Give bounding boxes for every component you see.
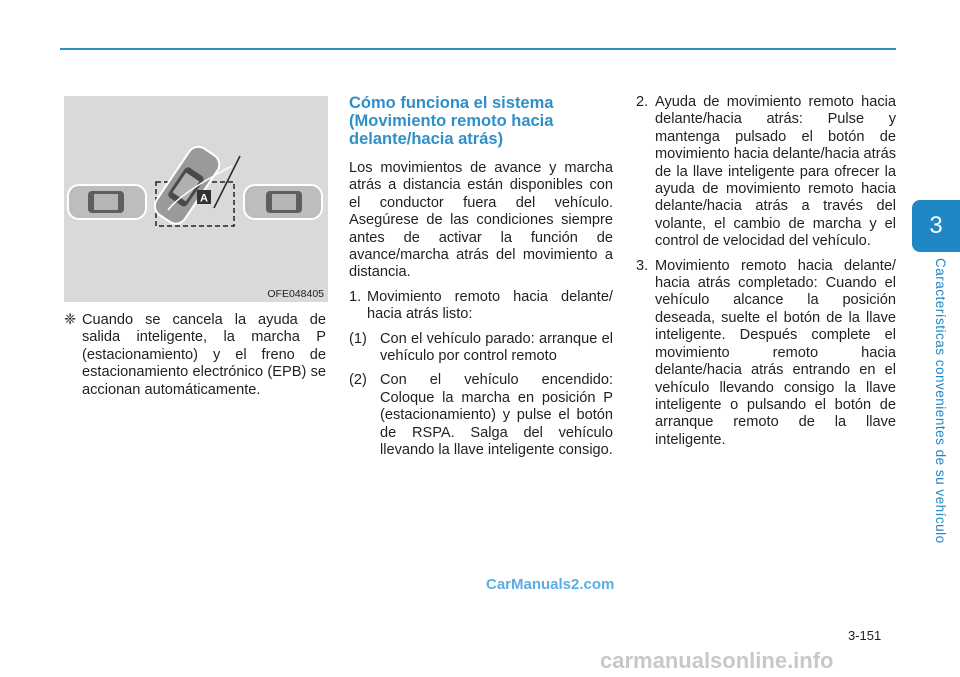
- substep-1-number: (1): [349, 330, 367, 347]
- chapter-tab[interactable]: [912, 200, 960, 252]
- header-rule: [60, 48, 896, 50]
- step-1: [349, 289, 613, 324]
- substep-2: [349, 372, 613, 459]
- moving-car-icon: [151, 143, 224, 228]
- right-column: [636, 94, 896, 456]
- note-text: Cuando se cancela la ayuda de salida inteligente, la marcha P (estacionamiento) y el freno de estacionamiento electrónico (EPB) se accionan automáticamente.: [82, 312, 326, 398]
- chapter-number: 3: [929, 212, 943, 239]
- watermark-carmanuals2[interactable]: CarManuals2.com: [486, 576, 615, 593]
- step-2: [636, 94, 896, 251]
- intro-paragraph: Los movimientos de avance y marcha atrás a distancia están disponibles con el conductor fuera del vehículo. Asegúrese de las condiciones siempre antes de activar la función de avance/marcha atrás del movimiento a distancia.: [349, 160, 613, 281]
- substep-2-text: Con el vehículo encendido: Coloque la marcha en posición P (estacionamiento) y pulse el botón de RSPA. Salga del vehículo llevando la llave inteligente consigo.: [380, 372, 613, 459]
- figure-code: OFE048405: [267, 288, 324, 300]
- substep-1-text: Con el vehículo parado: arranque el vehículo por control remoto: [380, 330, 613, 365]
- page-number: 3-151: [848, 628, 882, 643]
- substep-2-number: (2): [349, 372, 367, 389]
- substep-1: [349, 331, 613, 366]
- step-3-number: 3.: [636, 257, 649, 274]
- step-1-text: Movimiento remoto hacia delante/ hacia atrás listo:: [367, 288, 613, 323]
- parking-illustration: [64, 96, 328, 302]
- section-heading: Cómo funciona el sistema (Movimiento remoto hacia delante/hacia atrás): [349, 94, 554, 148]
- step-2-number: 2.: [636, 94, 649, 110]
- step-3-text: Movimiento remoto hacia delante/ hacia atrás completado: Cuando el vehículo alcance la posición deseada, suelte el botón de la llave inteligente. Después complete el movimiento remoto hacia delante/hacia atrás entrando en el vehículo llevando consigo la llave inteligente o pulsando el botón de arranque remoto de la llave inteligente.: [655, 257, 896, 448]
- step-3: [636, 258, 896, 449]
- note-marker: ❈: [64, 312, 77, 328]
- right-parked-car-icon: [244, 185, 322, 219]
- left-column: [64, 312, 326, 399]
- step-1-number: 1.: [349, 288, 362, 305]
- label-a: A: [200, 192, 208, 205]
- cars-diagram: [64, 96, 328, 302]
- step-2-text: Ayuda de movimiento remoto hacia delante/hacia atrás: Pulse y mantenga pulsado el botón de movimiento hacia delante/hacia atrás de la llave inteligente para ofrecer la ayuda de movimiento remoto hacia delante/hacia atrás a través del volante, el cambio de marcha y el control de velocidad del vehículo.: [655, 94, 896, 250]
- chapter-title: Características convenientes de su vehículo: [933, 258, 948, 544]
- watermark-carmanualsonline: carmanualsonline.info: [600, 648, 834, 673]
- left-parked-car-icon: [68, 185, 146, 219]
- middle-column: [349, 94, 613, 467]
- note: [64, 312, 326, 399]
